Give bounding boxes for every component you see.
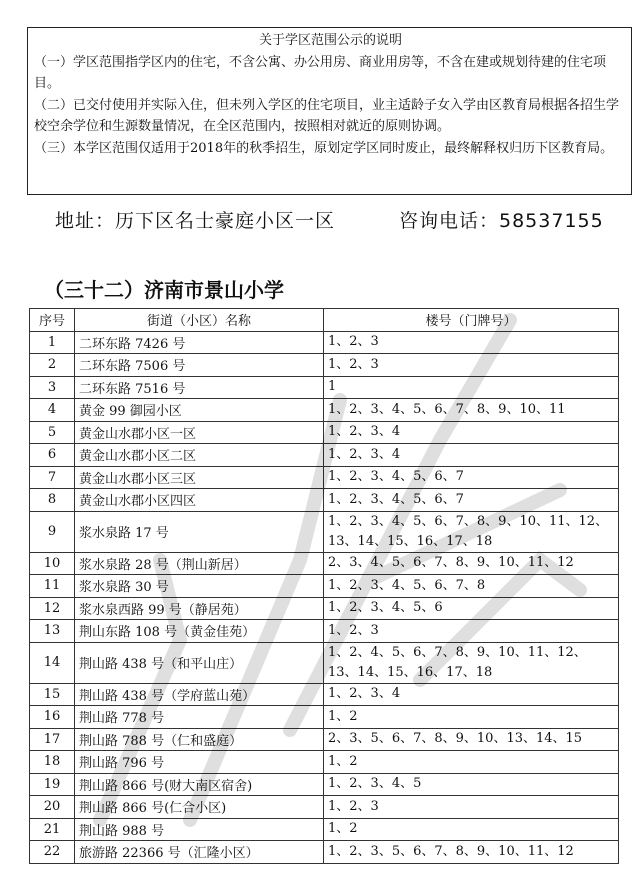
row-buildings: 1、2、3 [324, 354, 619, 377]
table-row [30, 575, 619, 598]
row-buildings: 2、3、4、5、6、7、8、9、10、11、12 [324, 552, 619, 575]
row-number: 3 [30, 376, 75, 399]
row-street: 荆山路 438 号（学府蓝山苑） [75, 683, 324, 706]
row-street: 浆水泉路 28 号（荆山新居） [75, 552, 324, 575]
phone-text: 咨询电话：58537155 [399, 210, 604, 232]
row-street: 二环东路 7426 号 [75, 331, 324, 354]
row-buildings: 1、2、3、4、5、6、7、8、9、10、11、12、13、14、15、16、17、18 [324, 511, 619, 552]
table-row [30, 597, 619, 620]
row-number: 2 [30, 354, 75, 377]
row-street: 浆水泉路 17 号 [75, 511, 324, 552]
row-street: 荆山路 988 号 [75, 818, 324, 841]
notice-title: 关于学区范围公示的说明 [258, 33, 402, 48]
row-street: 荆山路 796 号 [75, 751, 324, 774]
row-street: 黄金山水郡小区一区 [75, 421, 324, 444]
header-buildings: 楼号（门牌号） [324, 309, 619, 332]
row-buildings: 1、2、3 [324, 331, 619, 354]
row-number: 8 [30, 489, 75, 512]
notice-paragraph-3: （三）本学区范围仅适用于2018年的秋季招生，原划定学区同时废止，最终解释权归历下区教育局。 [34, 140, 614, 156]
row-buildings: 1、2、3、4、5、6、7 [324, 466, 619, 489]
table-row [30, 421, 619, 444]
row-buildings: 1、2、3 [324, 620, 619, 643]
row-buildings: 1、2、3、4 [324, 683, 619, 706]
contact-line [55, 206, 615, 233]
row-street: 荆山路 866 号(仁合小区) [75, 796, 324, 819]
row-number: 20 [30, 796, 75, 819]
row-buildings: 1、2、4、5、6、7、8、9、10、11、12、13、14、15、16、17、18 [324, 642, 619, 683]
row-number: 18 [30, 751, 75, 774]
row-buildings: 1、2、3、4、5、6、7 [324, 489, 619, 512]
row-street: 黄金 99 御园小区 [75, 399, 324, 422]
row-buildings: 1、2、3、4、5、6、7、8、9、10、11 [324, 399, 619, 422]
table-row [30, 376, 619, 399]
table-row [30, 444, 619, 467]
row-number: 4 [30, 399, 75, 422]
table-row [30, 331, 619, 354]
row-number: 15 [30, 683, 75, 706]
row-number: 13 [30, 620, 75, 643]
row-number: 6 [30, 444, 75, 467]
row-number: 14 [30, 642, 75, 683]
table-row [30, 354, 619, 377]
table-row [30, 620, 619, 643]
table-row [30, 773, 619, 796]
table-row [30, 489, 619, 512]
row-number: 21 [30, 818, 75, 841]
header-street: 街道（小区）名称 [75, 309, 324, 332]
row-buildings: 1 [324, 376, 619, 399]
table-row [30, 642, 619, 683]
row-street: 浆水泉西路 99 号（静居苑） [75, 597, 324, 620]
table-row [30, 399, 619, 422]
row-buildings: 1、2、3、4、5 [324, 773, 619, 796]
row-street: 旅游路 22366 号（汇隆小区） [75, 841, 324, 864]
row-buildings: 1、2、3、4 [324, 421, 619, 444]
school-district-table [29, 308, 619, 864]
row-number: 19 [30, 773, 75, 796]
section-title: （三十二）济南市景山小学 [44, 278, 284, 302]
row-street: 浆水泉路 30 号 [75, 575, 324, 598]
row-number: 7 [30, 466, 75, 489]
table-row [30, 706, 619, 729]
header-number: 序号 [30, 309, 75, 332]
row-number: 17 [30, 728, 75, 751]
row-number: 5 [30, 421, 75, 444]
row-number: 10 [30, 552, 75, 575]
row-number: 1 [30, 331, 75, 354]
row-buildings: 1、2 [324, 818, 619, 841]
table-row [30, 818, 619, 841]
row-buildings: 1、2 [324, 706, 619, 729]
row-buildings: 1、2、3 [324, 796, 619, 819]
row-number: 12 [30, 597, 75, 620]
notice-box [27, 27, 632, 195]
row-buildings: 1、2、3、5、6、7、8、9、10、11、12 [324, 841, 619, 864]
notice-paragraph-1: （一）学区范围指学区内的住宅，不含公寓、办公用房、商业用房等，不含在建或规划待建的住宅项目。 [34, 54, 607, 91]
row-number: 11 [30, 575, 75, 598]
row-street: 二环东路 7516 号 [75, 376, 324, 399]
address-text: 地址：历下区名士豪庭小区一区 [55, 210, 336, 232]
table-row [30, 841, 619, 864]
row-street: 黄金山水郡小区四区 [75, 489, 324, 512]
row-street: 荆山东路 108 号（黄金佳苑） [75, 620, 324, 643]
row-street: 黄金山水郡小区二区 [75, 444, 324, 467]
row-number: 16 [30, 706, 75, 729]
row-street: 黄金山水郡小区三区 [75, 466, 324, 489]
row-number: 9 [30, 511, 75, 552]
row-street: 荆山路 778 号 [75, 706, 324, 729]
table-row [30, 552, 619, 575]
row-buildings: 1、2、3、4 [324, 444, 619, 467]
row-street: 荆山路 788 号（仁和盛庭） [75, 728, 324, 751]
row-street: 二环东路 7506 号 [75, 354, 324, 377]
row-number: 22 [30, 841, 75, 864]
table-row [30, 511, 619, 552]
table-row [30, 466, 619, 489]
table-row [30, 751, 619, 774]
row-buildings: 1、2、3、4、5、6 [324, 597, 619, 620]
row-buildings: 1、2 [324, 751, 619, 774]
notice-paragraph-2: （二）已交付使用并实际入住，但未列入学区的住宅项目，业主适龄子女入学由区教育局根据各招生学校空余学位和生源数量情况，在全区范围内，按照相对就近的原则协调。 [34, 97, 620, 134]
table-row [30, 796, 619, 819]
row-buildings: 1、2、3、4、5、6、7、8 [324, 575, 619, 598]
table-row [30, 728, 619, 751]
row-buildings: 2、3、5、6、7、8、9、10、13、14、15 [324, 728, 619, 751]
row-street: 荆山路 866 号(财大南区宿舍) [75, 773, 324, 796]
table-row [30, 683, 619, 706]
row-street: 荆山路 438 号（和平山庄） [75, 642, 324, 683]
table-header-row [30, 309, 619, 332]
